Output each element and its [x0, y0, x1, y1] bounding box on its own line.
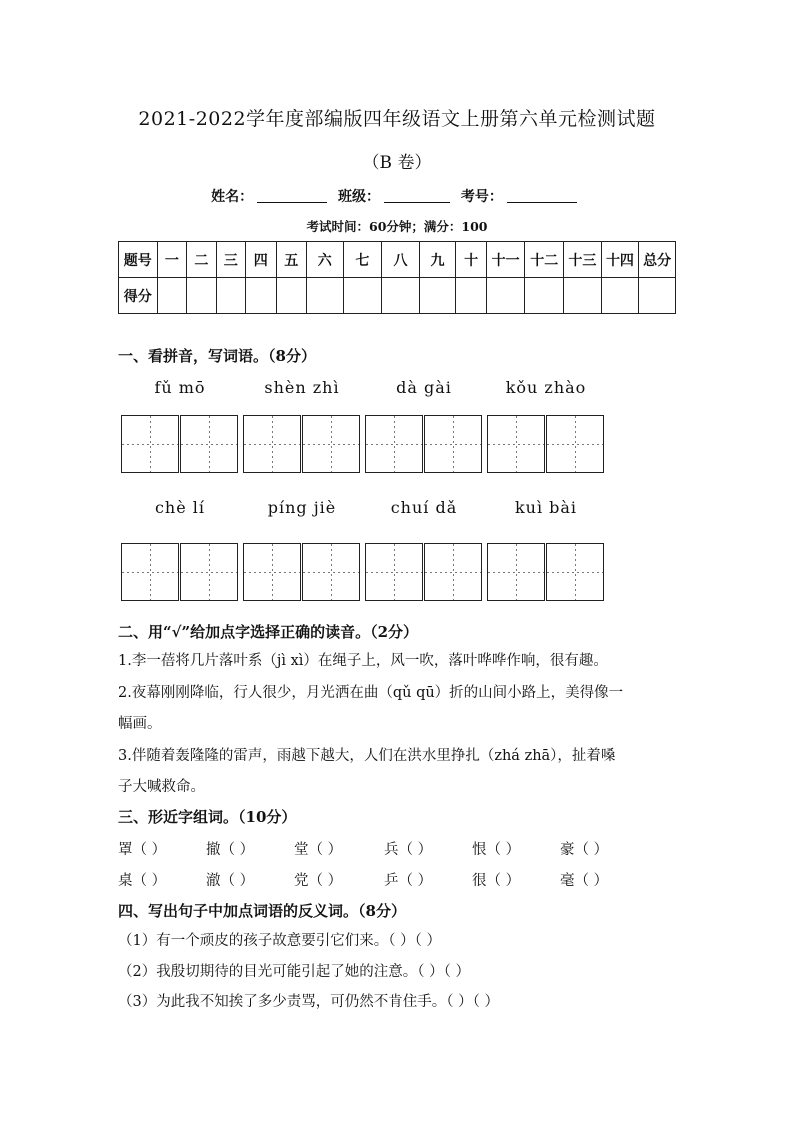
score-cell[interactable] — [157, 278, 186, 314]
writing-box[interactable] — [365, 415, 423, 473]
score-header-cell: 十一 — [486, 242, 525, 278]
writing-box[interactable] — [424, 415, 482, 473]
score-header-cell: 十四 — [601, 242, 639, 278]
score-cell[interactable] — [419, 278, 456, 314]
pinyin-row-2 — [120, 498, 610, 520]
question-text: 子大喊救命。 — [118, 779, 205, 795]
word-blank-item[interactable]: 很（ ） — [472, 873, 521, 889]
word-blank-item[interactable]: 恨（ ） — [472, 842, 521, 858]
word-group-row-2 — [118, 869, 608, 890]
writing-box[interactable] — [487, 415, 545, 473]
score-header-cell: 题号 — [119, 242, 158, 278]
page-subtitle: （B 卷） — [362, 153, 432, 173]
word-blank-item[interactable]: 毫（ ） — [560, 873, 609, 889]
writing-box[interactable] — [243, 543, 301, 601]
score-cell[interactable] — [486, 278, 525, 314]
score-cell[interactable] — [601, 278, 639, 314]
question-text: （1）有一个顽皮的孩子故意要引它们来。（ ）（ ） — [118, 933, 441, 949]
score-row-label: 得分 — [119, 278, 158, 314]
score-cell[interactable] — [525, 278, 564, 314]
score-table-score-row — [119, 278, 676, 314]
name-label: 姓名： — [211, 189, 254, 205]
score-header-cell: 四 — [246, 242, 276, 278]
question-text: （3）为此我不知挨了多少责骂，可仍然不肯住手。（ ）（ ） — [118, 994, 499, 1010]
pinyin-label: fǔ mō — [154, 378, 206, 397]
writing-box[interactable] — [243, 415, 301, 473]
writing-box[interactable] — [424, 543, 482, 601]
score-header-cell: 十二 — [525, 242, 564, 278]
score-cell[interactable] — [382, 278, 420, 314]
score-cell[interactable] — [456, 278, 486, 314]
writing-box[interactable] — [487, 543, 545, 601]
question-text: 1.李一蓓将几片落叶系（jì xì）在绳子上，风一吹，落叶哗哗作响，很有趣。 — [118, 653, 608, 669]
score-header-cell: 九 — [419, 242, 456, 278]
writing-box[interactable] — [121, 415, 179, 473]
word-blank-item[interactable]: 罩（ ） — [118, 842, 167, 858]
score-table — [118, 241, 676, 314]
pinyin-label: chè lí — [154, 498, 206, 517]
pinyin-label: píng jiè — [267, 498, 337, 517]
word-group-row-1 — [118, 838, 608, 859]
score-header-cell: 总分 — [639, 242, 676, 278]
question-text: 幅画。 — [118, 716, 162, 732]
section1-heading: 一、看拼音，写词语。（8分） — [118, 347, 316, 365]
writing-box[interactable] — [180, 415, 238, 473]
word-blank-item[interactable]: 桌（ ） — [118, 873, 167, 889]
question-text: （2）我殷切期待的目光可能引起了她的注意。（ ）（ ） — [118, 964, 470, 980]
score-header-cell: 三 — [216, 242, 245, 278]
score-table-header-row — [119, 242, 676, 278]
word-blank-item[interactable]: 乒（ ） — [384, 873, 433, 889]
score-cell[interactable] — [306, 278, 343, 314]
writing-box[interactable] — [546, 543, 604, 601]
writing-box[interactable] — [121, 543, 179, 601]
score-cell[interactable] — [343, 278, 382, 314]
word-blank-item[interactable]: 澈（ ） — [206, 873, 255, 889]
section2-heading: 二、用“√”给加点字选择正确的读音。（2分） — [118, 623, 419, 641]
question-text: 3.伴随着轰隆隆的雷声，雨越下越大，人们在洪水里挣扎（zhá zhā），扯着嗓 — [118, 748, 616, 764]
class-blank[interactable] — [384, 188, 450, 203]
score-header-cell: 八 — [382, 242, 420, 278]
class-label: 班级： — [338, 189, 380, 205]
page-title: 2021-2022学年度部编版四年级语文上册第六单元检测试题 — [138, 108, 656, 130]
score-header-cell: 十 — [456, 242, 486, 278]
writing-box[interactable] — [180, 543, 238, 601]
score-header-cell: 十三 — [564, 242, 602, 278]
pinyin-label: chuí dǎ — [390, 498, 458, 517]
number-label: 考号： — [460, 189, 503, 205]
score-cell[interactable] — [639, 278, 676, 314]
score-cell[interactable] — [187, 278, 216, 314]
score-header-cell: 一 — [157, 242, 186, 278]
score-header-cell: 二 — [187, 242, 216, 278]
score-header-cell: 六 — [306, 242, 343, 278]
word-blank-item[interactable]: 党（ ） — [294, 873, 343, 889]
question-text: 2.夜幕刚刚降临，行人很少，月光洒在曲（qǔ qū）折的山间小路上，美得像一 — [118, 685, 624, 701]
writing-box[interactable] — [365, 543, 423, 601]
pinyin-label: kǒu zhào — [505, 378, 587, 397]
pinyin-label: kuì bài — [514, 498, 578, 517]
score-cell[interactable] — [246, 278, 276, 314]
pinyin-label: shèn zhì — [264, 378, 340, 397]
pinyin-row-1 — [120, 378, 610, 400]
section4-heading: 四、写出句子中加点词语的反义词。（8分） — [118, 902, 406, 920]
score-cell[interactable] — [276, 278, 306, 314]
score-header-cell: 五 — [276, 242, 306, 278]
writing-box[interactable] — [546, 415, 604, 473]
word-blank-item[interactable]: 兵（ ） — [384, 842, 433, 858]
score-header-cell: 七 — [343, 242, 382, 278]
number-blank[interactable] — [507, 188, 577, 203]
word-blank-item[interactable]: 堂（ ） — [294, 842, 343, 858]
writing-box[interactable] — [302, 415, 360, 473]
name-blank[interactable] — [257, 188, 327, 203]
score-cell[interactable] — [216, 278, 245, 314]
score-cell[interactable] — [564, 278, 602, 314]
word-blank-item[interactable]: 撤（ ） — [206, 842, 255, 858]
section3-heading: 三、形近字组词。（10分） — [118, 808, 297, 826]
word-blank-item[interactable]: 豪（ ） — [560, 842, 609, 858]
exam-time-info: 考试时间：60分钟；满分：100 — [306, 219, 488, 234]
writing-box[interactable] — [302, 543, 360, 601]
pinyin-label: dà gài — [396, 378, 452, 397]
student-info-line — [0, 186, 794, 206]
